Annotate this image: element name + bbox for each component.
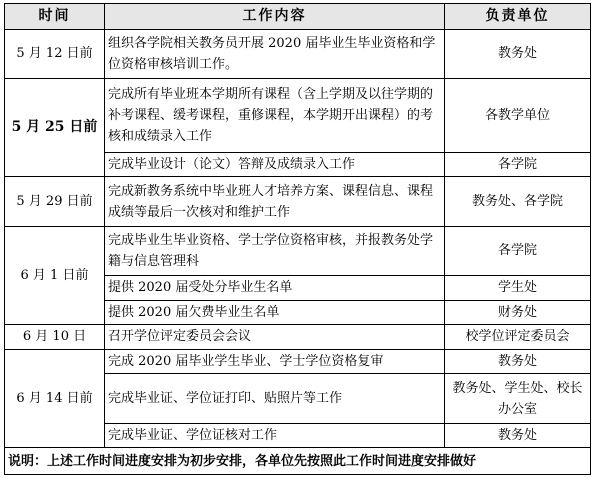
unit-cell: 教务处 xyxy=(445,29,591,78)
time-cell: 6 月 1 日前 xyxy=(5,226,105,325)
unit-cell: 各学院 xyxy=(445,226,591,275)
task-cell: 完成毕业证、学位证核对工作 xyxy=(105,423,445,448)
table-row xyxy=(5,325,591,350)
unit-cell: 各教学单位 xyxy=(445,78,591,152)
unit-cell: 教务处、各学院 xyxy=(445,177,591,226)
time-cell: 5 月 29 日前 xyxy=(5,177,105,226)
unit-cell: 教务处、学生处、校长办公室 xyxy=(445,374,591,423)
time-cell: 5 月 12 日前 xyxy=(5,29,105,78)
note-row xyxy=(5,448,591,475)
header-unit: 负责单位 xyxy=(445,4,591,30)
table-row xyxy=(5,226,591,275)
unit-cell: 各学院 xyxy=(445,152,591,177)
task-cell: 完成毕业生毕业资格、学士学位资格审核，并报教务处学籍与信息管理科 xyxy=(105,226,445,275)
unit-cell: 教务处 xyxy=(445,349,591,374)
time-cell: 6 月 14 日前 xyxy=(5,349,105,448)
note-text: 说明：上述工作时间进度安排为初步安排，各单位先按照此工作时间进度安排做好 xyxy=(5,448,591,475)
unit-cell: 财务处 xyxy=(445,300,591,325)
table-row xyxy=(5,29,591,78)
header-time: 时间 xyxy=(5,4,105,30)
time-cell: 5 月 25 日前 xyxy=(5,78,105,177)
time-cell: 6 月 10 日 xyxy=(5,325,105,350)
unit-cell: 校学位评定委员会 xyxy=(445,325,591,350)
table-row xyxy=(5,349,591,374)
table-row xyxy=(5,78,591,152)
schedule-table xyxy=(4,3,591,475)
table-header-row xyxy=(5,4,591,30)
task-cell: 组织各学院相关教务员开展 2020 届毕业生毕业资格和学位资格审核培训工作。 xyxy=(105,29,445,78)
unit-cell: 学生处 xyxy=(445,275,591,300)
task-cell: 完成 2020 届毕业学生毕业、学士学位资格复审 xyxy=(105,349,445,374)
task-cell: 提供 2020 届受处分毕业生名单 xyxy=(105,275,445,300)
unit-cell: 教务处 xyxy=(445,423,591,448)
table-row xyxy=(5,177,591,226)
task-cell: 完成所有毕业班本学期所有课程（含上学期及以往学期的补考课程、缓考课程，重修课程，本学期开出课程）的考核和成绩录入工作 xyxy=(105,78,445,152)
header-content: 工作内容 xyxy=(105,4,445,30)
task-cell: 完成毕业设计（论文）答辩及成绩录入工作 xyxy=(105,152,445,177)
task-cell: 完成新教务系统中毕业班人才培养方案、课程信息、课程成绩等最后一次核对和维护工作 xyxy=(105,177,445,226)
task-cell: 召开学位评定委员会会议 xyxy=(105,325,445,350)
task-cell: 提供 2020 届欠费毕业生名单 xyxy=(105,300,445,325)
task-cell: 完成毕业证、学位证打印、贴照片等工作 xyxy=(105,374,445,423)
